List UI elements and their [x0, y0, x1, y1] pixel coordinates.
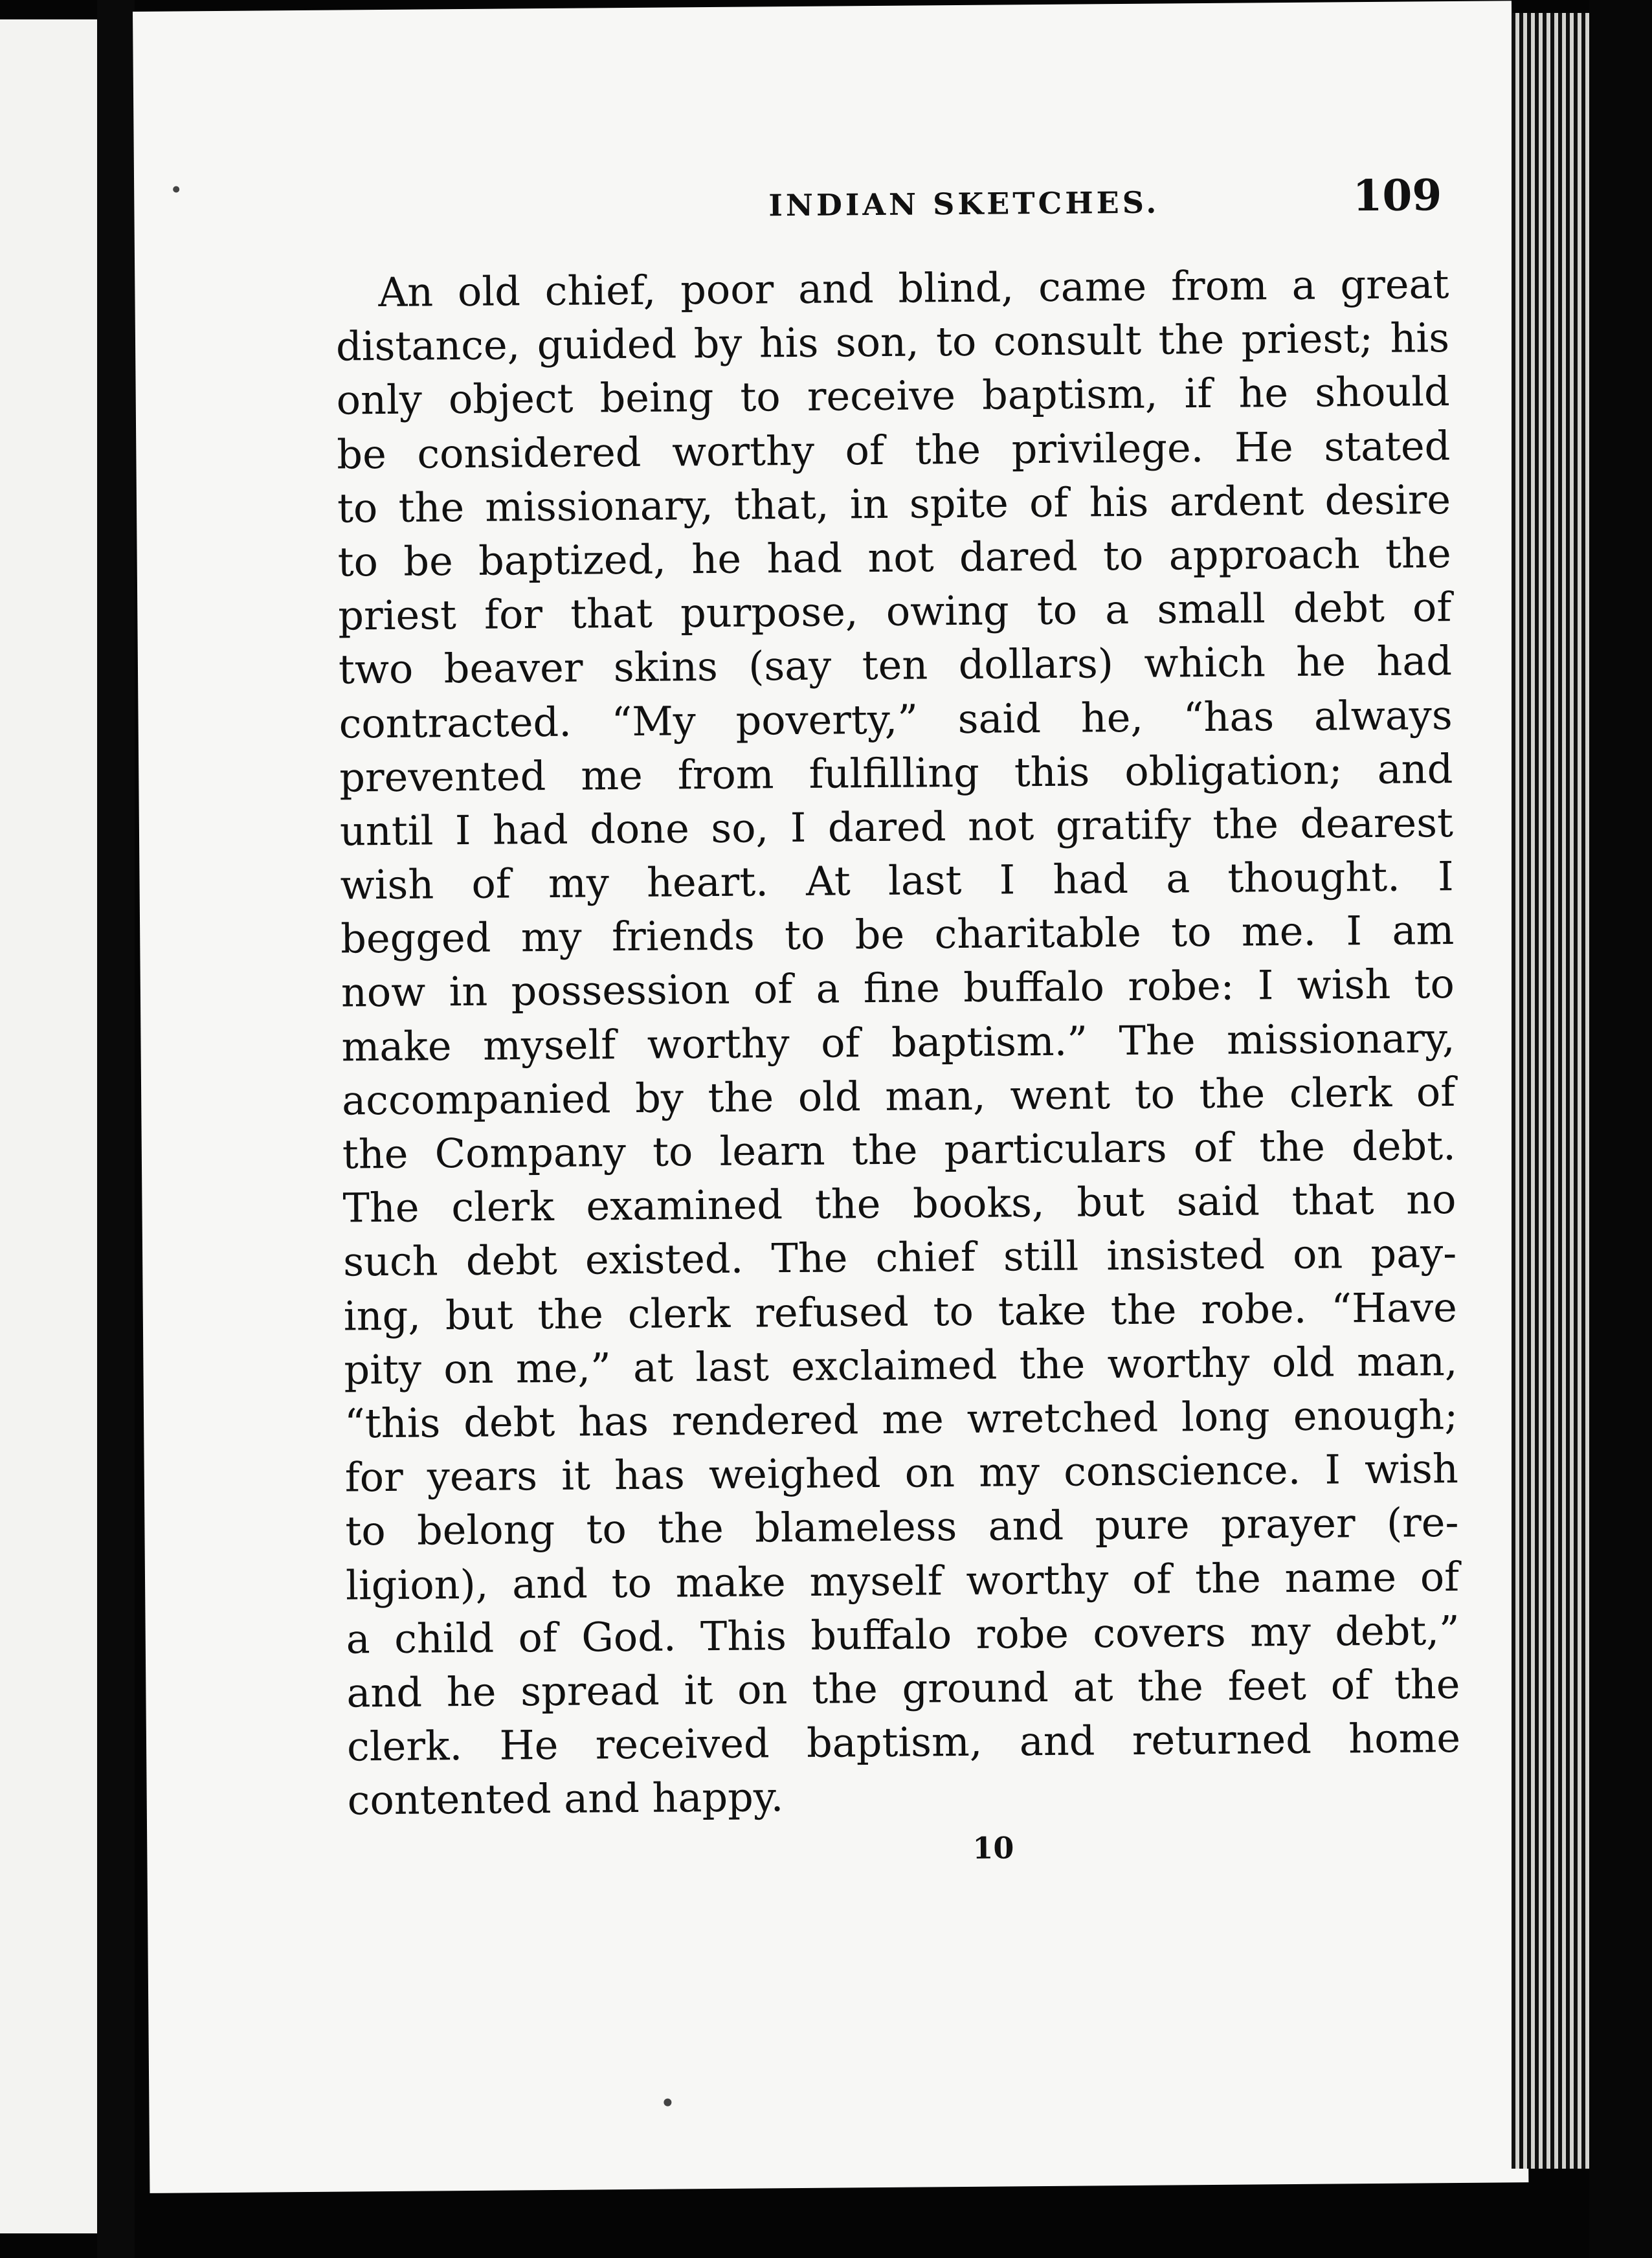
text-line: ligion), and to make myself worthy of the name of	[345, 1552, 1460, 1609]
facing-page-edge	[0, 19, 97, 2233]
page-header	[639, 163, 1442, 241]
page-number: 109	[1352, 170, 1442, 221]
text-line: two beaver skins (say ten dollars) which he had	[338, 637, 1453, 693]
text-line: clerk. He received baptism, and returned home	[346, 1714, 1461, 1771]
paper-speck	[173, 186, 179, 192]
text-line: and he spread it on the ground at the feet of the	[346, 1660, 1460, 1717]
text-line: until I had done so, I dared not gratify the dearest	[339, 798, 1454, 855]
text-line: distance, guided by his son, to consult the priest; his	[335, 314, 1450, 370]
text-line: prevented me from fulfilling this obligation; and	[339, 744, 1453, 801]
paper-speck	[664, 2099, 671, 2107]
text-line: begged my friends to be charitable to me. I am	[340, 906, 1455, 963]
text-line: a child of God. This buffalo robe covers my debt,”	[346, 1606, 1460, 1663]
text-line: for years it has weighed on my conscience. I wish	[344, 1445, 1459, 1501]
text-line: be considered worthy of the privilege. He stated	[337, 421, 1451, 478]
text-line: only object being to receive baptism, if he should	[336, 368, 1450, 424]
text-line: An old chief, poor and blind, came from a great	[378, 260, 1449, 317]
text-line: accompanied by the old man, went to the clerk of	[341, 1068, 1456, 1124]
scan-border	[1589, 0, 1652, 2258]
book-gutter	[97, 0, 135, 2258]
text-line: make myself worthy of baptism.” The missionary,	[341, 1014, 1455, 1071]
book-page	[133, 1, 1528, 2193]
text-line: ing, but the clerk refused to take the robe. “Have	[343, 1283, 1458, 1340]
text-line: now in possession of a fine buffalo robe: I wish to	[340, 960, 1455, 1016]
text-line: The clerk examined the books, but said that no	[342, 1176, 1457, 1232]
text-line: contented and happy.	[347, 1773, 784, 1824]
text-line: such debt existed. The chief still insisted on pay-	[342, 1229, 1457, 1286]
text-line: the Company to learn the particulars of the debt.	[342, 1122, 1457, 1178]
page-block-edge	[1512, 13, 1589, 2169]
text-line: contracted. “My poverty,” said he, “has always	[339, 691, 1453, 748]
text-line: wish of my heart. At last I had a thought. I	[340, 853, 1454, 909]
text-line: to belong to the blameless and pure prayer (re-	[345, 1499, 1459, 1555]
body-text	[335, 257, 1461, 1828]
text-line: pity on me,” at last exclaimed the worthy old man,	[344, 1337, 1458, 1394]
signature-mark: 10	[972, 1830, 1014, 1866]
text-line: “this debt has rendered me wretched long enough;	[344, 1391, 1458, 1448]
text-line: to be baptized, he had not dared to approach the	[337, 529, 1451, 586]
running-head: INDIAN SKETCHES.	[768, 184, 1160, 223]
text-line: priest for that purpose, owing to a small debt of	[338, 583, 1452, 640]
text-line: to the missionary, that, in spite of his ardent desire	[337, 475, 1451, 532]
